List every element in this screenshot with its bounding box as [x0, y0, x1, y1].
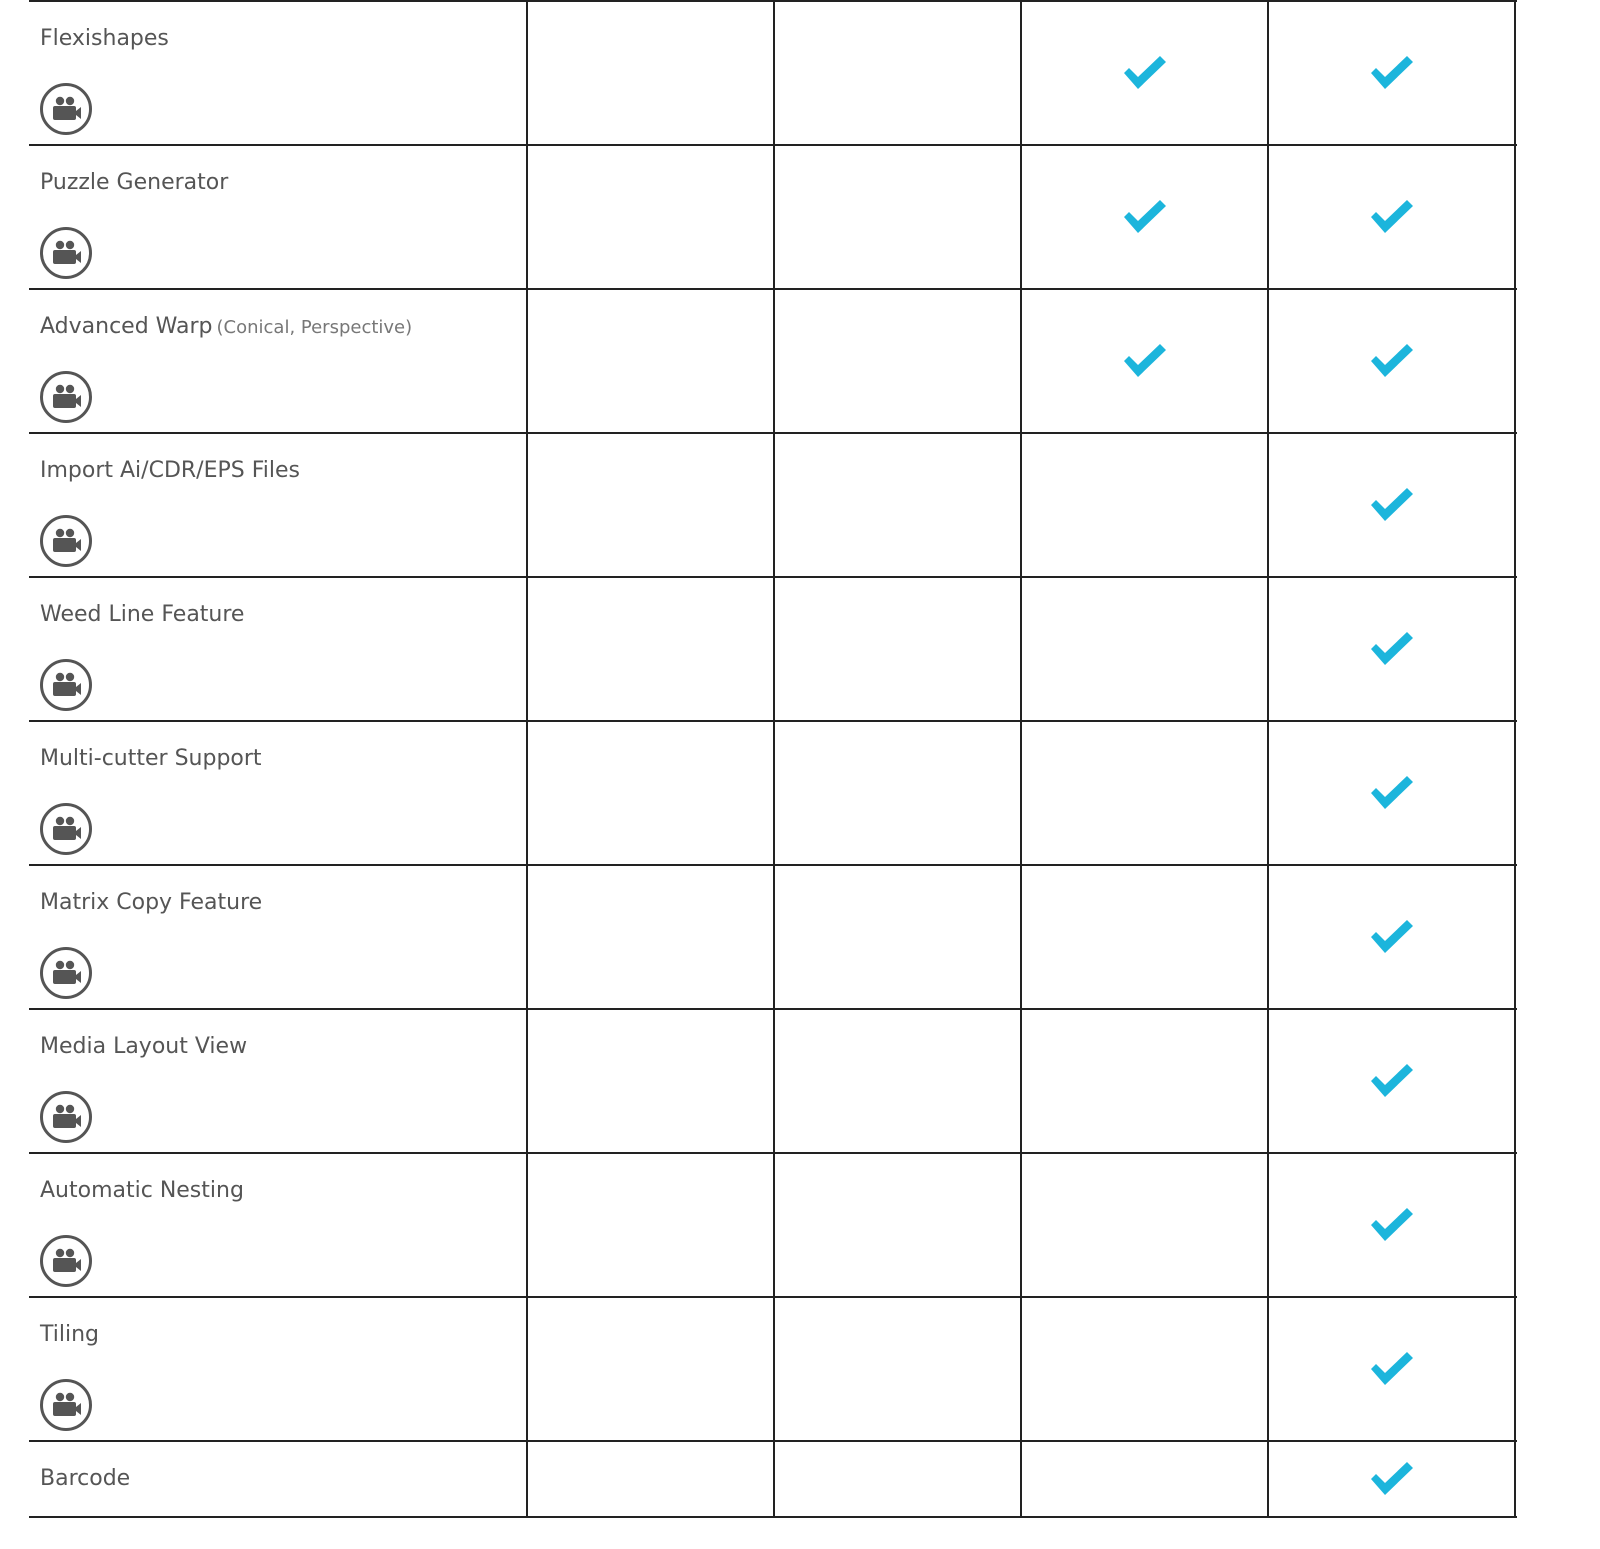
checkmark-icon	[1367, 1459, 1417, 1499]
video-camera-icon[interactable]	[39, 82, 93, 136]
plan-cell-2	[775, 578, 1022, 720]
plan-cell-1	[528, 1298, 775, 1440]
feature-cell	[29, 146, 528, 288]
feature-name	[40, 746, 262, 771]
checkmark-icon	[1367, 197, 1417, 237]
plan-cell-2	[775, 290, 1022, 432]
table-row-matrix-copy-feature	[29, 866, 1517, 1010]
checkmark-icon	[1120, 53, 1170, 93]
plan-cell-3	[1022, 146, 1269, 288]
plan-cell-3	[1022, 434, 1269, 576]
plan-cell-1	[528, 722, 775, 864]
plan-cell-4	[1269, 434, 1516, 576]
plan-cell-2	[775, 146, 1022, 288]
plan-cell-4	[1269, 2, 1516, 144]
feature-name	[40, 170, 228, 195]
plan-cell-4	[1269, 866, 1516, 1008]
video-camera-icon[interactable]	[39, 514, 93, 568]
plan-cell-1	[528, 1154, 775, 1296]
plan-cell-1	[528, 578, 775, 720]
table-row-automatic-nesting	[29, 1154, 1517, 1298]
feature-cell	[29, 2, 528, 144]
feature-cell	[29, 1010, 528, 1152]
plan-cell-4	[1269, 1154, 1516, 1296]
checkmark-icon	[1367, 1349, 1417, 1389]
video-camera-icon[interactable]	[39, 658, 93, 712]
plan-cell-2	[775, 1442, 1022, 1516]
checkmark-icon	[1367, 485, 1417, 525]
feature-name	[40, 1034, 247, 1059]
feature-label: Puzzle Generator	[40, 170, 229, 195]
checkmark-icon	[1367, 917, 1417, 957]
feature-note: (Conical, Perspective)	[216, 317, 413, 338]
feature-label: Weed Line Feature	[40, 602, 245, 627]
video-camera-icon[interactable]	[39, 1090, 93, 1144]
feature-cell	[29, 1442, 528, 1516]
feature-cell	[29, 578, 528, 720]
feature-name	[40, 1178, 244, 1203]
feature-label: Import Ai/CDR/EPS Files	[40, 458, 300, 483]
plan-cell-3	[1022, 1442, 1269, 1516]
feature-name	[40, 458, 300, 483]
feature-comparison-table	[29, 0, 1517, 1518]
plan-cell-3	[1022, 1298, 1269, 1440]
feature-cell	[29, 290, 528, 432]
feature-name	[40, 314, 412, 339]
feature-name	[40, 602, 244, 627]
feature-label: Advanced Warp	[40, 314, 213, 339]
plan-cell-2	[775, 1010, 1022, 1152]
checkmark-icon	[1367, 629, 1417, 669]
video-camera-icon[interactable]	[39, 1234, 93, 1288]
plan-cell-1	[528, 290, 775, 432]
plan-cell-4	[1269, 146, 1516, 288]
plan-cell-3	[1022, 1010, 1269, 1152]
checkmark-icon	[1367, 1205, 1417, 1245]
table-row-multi-cutter-support	[29, 722, 1517, 866]
plan-cell-4	[1269, 578, 1516, 720]
plan-cell-2	[775, 1154, 1022, 1296]
table-row-advanced-warp	[29, 290, 1517, 434]
feature-name	[40, 26, 169, 51]
table-row-flexishapes	[29, 2, 1517, 146]
plan-cell-3	[1022, 578, 1269, 720]
plan-cell-4	[1269, 1298, 1516, 1440]
feature-label: Flexishapes	[40, 26, 169, 51]
plan-cell-2	[775, 866, 1022, 1008]
feature-label: Matrix Copy Feature	[40, 890, 263, 915]
feature-label: Multi-cutter Support	[40, 746, 262, 771]
checkmark-icon	[1367, 53, 1417, 93]
plan-cell-3	[1022, 290, 1269, 432]
plan-cell-1	[528, 1010, 775, 1152]
table-row-media-layout-view	[29, 1010, 1517, 1154]
plan-cell-3	[1022, 1154, 1269, 1296]
plan-cell-1	[528, 434, 775, 576]
feature-cell	[29, 1298, 528, 1440]
plan-cell-1	[528, 1442, 775, 1516]
video-camera-icon[interactable]	[39, 1378, 93, 1432]
checkmark-icon	[1120, 341, 1170, 381]
table-row-tiling	[29, 1298, 1517, 1442]
feature-label: Automatic Nesting	[40, 1178, 244, 1203]
video-camera-icon[interactable]	[39, 226, 93, 280]
feature-cell	[29, 722, 528, 864]
feature-label: Tiling	[40, 1322, 100, 1347]
plan-cell-1	[528, 866, 775, 1008]
checkmark-icon	[1367, 341, 1417, 381]
feature-cell	[29, 1154, 528, 1296]
plan-cell-2	[775, 2, 1022, 144]
feature-name	[40, 890, 262, 915]
feature-name	[40, 1466, 130, 1491]
plan-cell-4	[1269, 1010, 1516, 1152]
plan-cell-2	[775, 1298, 1022, 1440]
feature-cell	[29, 866, 528, 1008]
table-row-barcode	[29, 1442, 1517, 1518]
plan-cell-3	[1022, 722, 1269, 864]
checkmark-icon	[1367, 773, 1417, 813]
feature-label: Barcode	[40, 1466, 131, 1491]
table-row-weed-line-feature	[29, 578, 1517, 722]
plan-cell-4	[1269, 722, 1516, 864]
table-row-puzzle-generator	[29, 146, 1517, 290]
feature-cell	[29, 434, 528, 576]
feature-label: Media Layout View	[40, 1034, 248, 1059]
plan-cell-4	[1269, 290, 1516, 432]
plan-cell-4	[1269, 1442, 1516, 1516]
checkmark-icon	[1367, 1061, 1417, 1101]
plan-cell-1	[528, 146, 775, 288]
video-camera-icon[interactable]	[39, 370, 93, 424]
plan-cell-2	[775, 434, 1022, 576]
feature-name	[40, 1322, 99, 1347]
checkmark-icon	[1120, 197, 1170, 237]
plan-cell-2	[775, 722, 1022, 864]
table-row-import-ai-cdr-eps-files	[29, 434, 1517, 578]
plan-cell-3	[1022, 2, 1269, 144]
plan-cell-1	[528, 2, 775, 144]
video-camera-icon[interactable]	[39, 946, 93, 1000]
video-camera-icon[interactable]	[39, 802, 93, 856]
plan-cell-3	[1022, 866, 1269, 1008]
